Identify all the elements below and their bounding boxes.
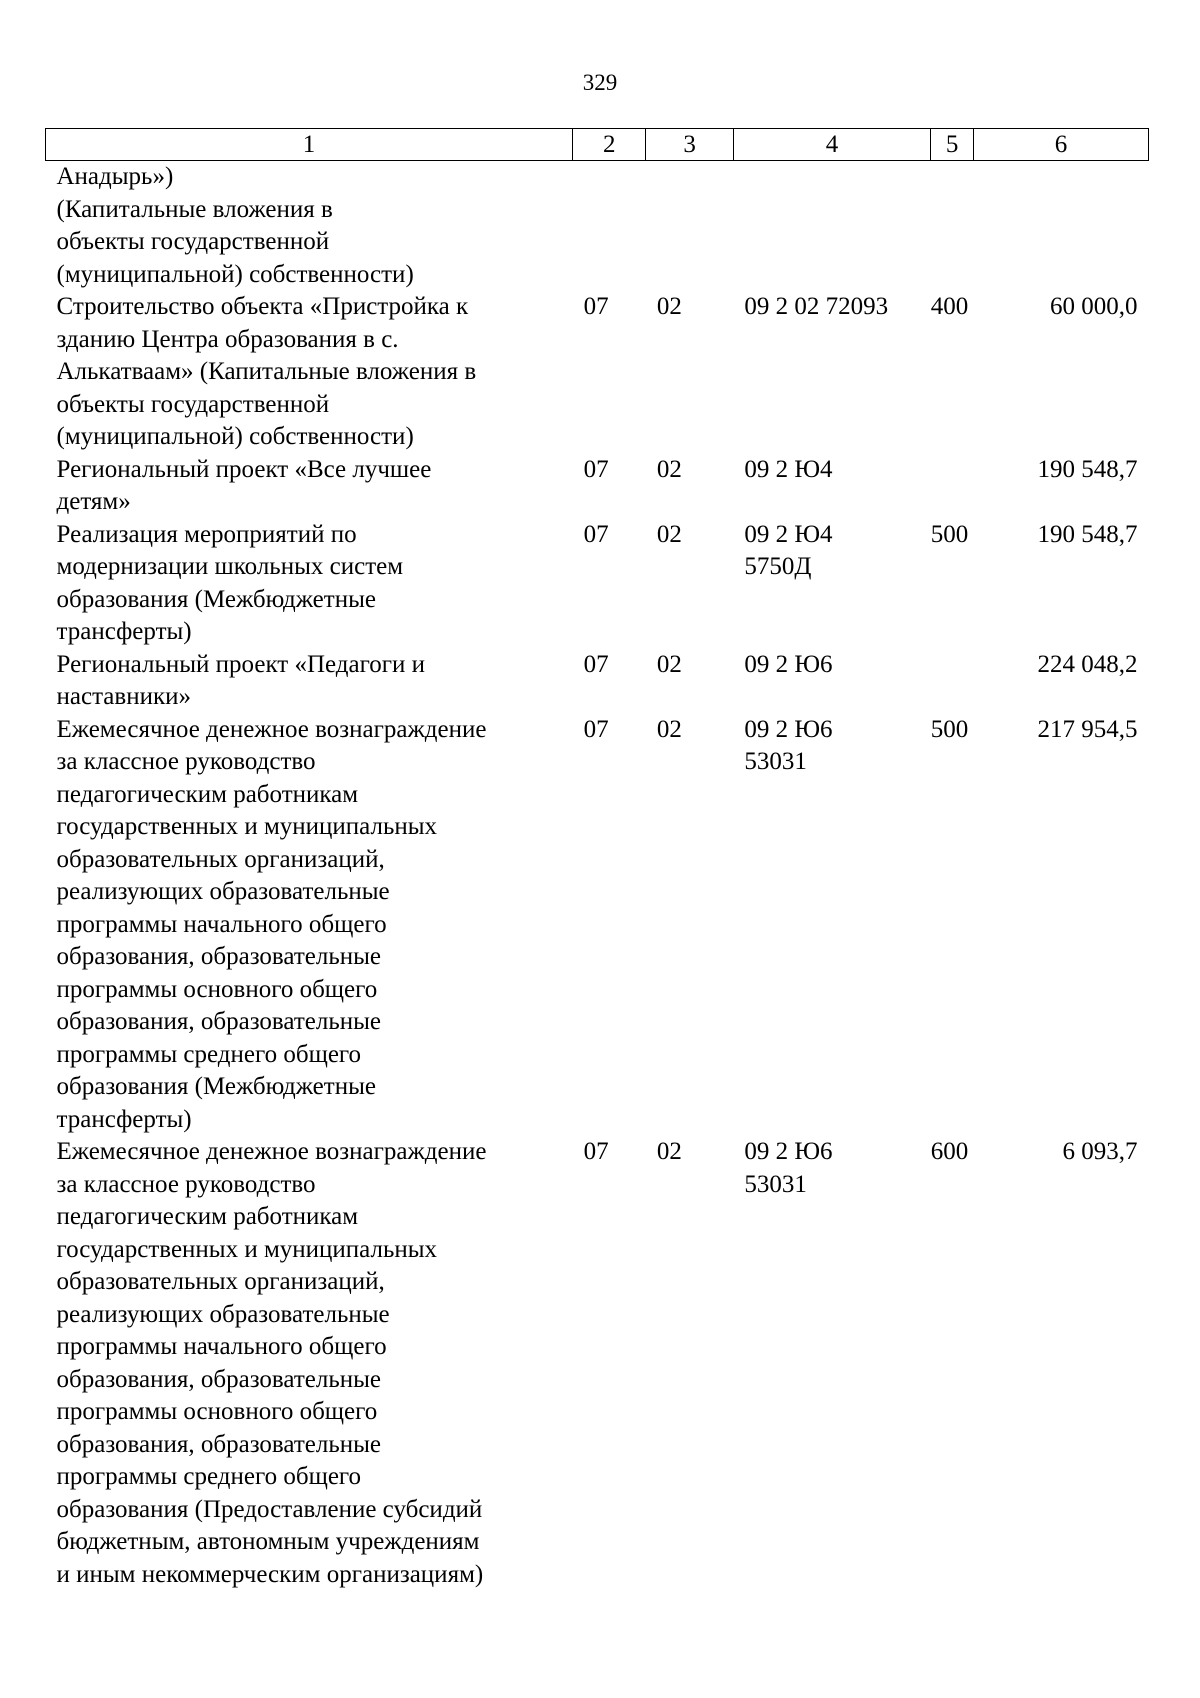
table-header (46, 129, 1149, 161)
row-name-line: (муниципальной) собственности) (56, 260, 414, 288)
row-target-article-line: 09 2 Ю6 (744, 715, 833, 743)
row-section: 07 (583, 293, 609, 320)
row-target-article-line: 09 2 Ю4 (744, 520, 833, 548)
row-target-article-line: 09 2 Ю4 (744, 455, 833, 483)
table-row (46, 649, 1149, 714)
row-name-line: (Капитальные вложения в (56, 195, 333, 223)
row-name-line: образования, образовательные (56, 1430, 382, 1458)
row-name-line: объекты государственной (56, 228, 330, 255)
row-name-line: (муниципальной) собственности) (56, 423, 414, 450)
row-amount: 60 000,0 (1050, 293, 1138, 320)
row-name-line: педагогическим работникам (56, 1203, 359, 1230)
row-subsection (646, 161, 734, 292)
row-name-cell (46, 649, 573, 714)
row-name-line: Ежемесячное денежное вознаграждение (56, 715, 487, 743)
row-name-line: образовательных организаций, (56, 845, 385, 873)
table-row (46, 291, 1149, 454)
row-name-line: образовательных организаций, (56, 1268, 385, 1295)
row-expense-type: 600 (930, 1138, 969, 1165)
row-amount: 217 954,5 (1037, 715, 1138, 743)
row-section: 07 (583, 520, 609, 548)
row-target-article-cell (733, 714, 930, 1137)
row-amount: 224 048,2 (1037, 650, 1138, 678)
row-expense-type: 400 (930, 293, 969, 320)
row-name-line: программы основного общего (56, 1398, 378, 1425)
row-target-article-line: 5750Д (744, 553, 812, 580)
row-name-line: трансферты) (56, 618, 192, 645)
row-target-article-line: 09 2 Ю6 (744, 650, 833, 678)
row-name-line: программы начального общего (56, 1333, 387, 1360)
row-subsection: 02 (656, 1138, 682, 1165)
row-name-line: образования (Межбюджетные (56, 585, 376, 613)
row-name-line: детям» (56, 488, 131, 515)
row-name-line: образования, образовательные (56, 943, 382, 970)
row-name-line: образования (Межбюджетные (56, 1073, 376, 1100)
table-row (46, 161, 1149, 292)
row-name-line: педагогическим работникам (56, 780, 359, 808)
row-name-line: государственных и муниципальных (56, 1235, 438, 1263)
row-name-line: трансферты) (56, 1105, 192, 1133)
row-target-article-cell (733, 649, 930, 714)
row-name-line: программы среднего общего (56, 1463, 362, 1490)
row-target-article-cell (733, 291, 930, 454)
row-name-line: бюджетным, автономным учреждениям (56, 1528, 480, 1555)
header-col-6: 6 (973, 129, 1148, 161)
row-name-line: Реализация мероприятий по (56, 520, 357, 548)
row-name-line: зданию Центра образования в с. (56, 325, 399, 353)
row-name-line: государственных и муниципальных (56, 813, 438, 840)
row-subsection: 02 (656, 455, 682, 483)
header-col-4: 4 (733, 129, 930, 161)
row-section: 07 (583, 650, 609, 678)
row-target-article-cell (733, 454, 930, 519)
row-name-line: Анадырь») (56, 163, 174, 190)
row-name-cell (46, 161, 573, 292)
row-name-line: Региональный проект «Все лучшее (56, 455, 432, 483)
row-subsection: 02 (656, 650, 682, 678)
row-amount (973, 161, 1148, 292)
row-name-line: за классное руководство (56, 748, 316, 775)
row-name-line: Алькатваам» (Капитальные вложения в (56, 358, 477, 385)
row-expense-type: 500 (930, 715, 969, 743)
row-subsection: 02 (656, 715, 682, 743)
table-row (46, 1136, 1149, 1591)
row-name-line: программы основного общего (56, 975, 378, 1003)
header-col-3: 3 (646, 129, 734, 161)
row-name-line: наставники» (56, 683, 191, 710)
row-name-cell (46, 519, 573, 649)
row-expense-type (931, 649, 974, 714)
row-name-line: программы начального общего (56, 910, 387, 938)
row-name-line: за классное руководство (56, 1170, 316, 1198)
table-row (46, 519, 1149, 649)
row-target-article-line: 09 2 Ю6 (744, 1138, 833, 1165)
row-expense-type (931, 161, 974, 292)
row-target-article-cell (733, 519, 930, 649)
row-name-line: образования, образовательные (56, 1365, 382, 1393)
row-name-line: реализующих образовательные (56, 878, 390, 905)
row-name-line: объекты государственной (56, 390, 330, 418)
row-expense-type (931, 454, 974, 519)
header-row (46, 129, 1149, 161)
row-name-line: модернизации школьных систем (56, 553, 404, 580)
row-amount: 190 548,7 (1037, 455, 1138, 483)
row-target-article-cell (733, 1136, 930, 1591)
table-body (46, 161, 1149, 1592)
row-section (573, 161, 646, 292)
row-subsection: 02 (656, 293, 682, 320)
row-name-cell (46, 1136, 573, 1591)
row-section: 07 (583, 715, 609, 743)
row-amount: 6 093,7 (1062, 1138, 1138, 1165)
row-target-article-cell (733, 161, 930, 292)
row-target-article-line: 53031 (744, 1170, 807, 1198)
row-subsection: 02 (656, 520, 682, 548)
table-row (46, 454, 1149, 519)
row-name-line: образования, образовательные (56, 1008, 382, 1035)
page-number: 329 (582, 70, 618, 95)
row-name-line: реализующих образовательные (56, 1300, 390, 1328)
row-name-line: и иным некоммерческим организациям) (56, 1560, 484, 1588)
row-name-cell (46, 714, 573, 1137)
row-amount: 190 548,7 (1037, 520, 1138, 548)
row-name-line: программы среднего общего (56, 1040, 362, 1068)
header-col-2: 2 (573, 129, 646, 161)
row-name-cell (46, 454, 573, 519)
header-col-1: 1 (46, 129, 573, 161)
row-expense-type: 500 (930, 520, 969, 548)
table-row (46, 714, 1149, 1137)
budget-table (45, 128, 1149, 1591)
row-name-line: Ежемесячное денежное вознаграждение (56, 1138, 487, 1165)
header-col-5: 5 (931, 129, 974, 161)
row-name-line: образования (Предоставление субсидий (56, 1495, 483, 1523)
row-target-article-line: 53031 (744, 748, 807, 775)
row-name-line: Строительство объекта «Пристройка к (56, 293, 469, 320)
row-target-article-line: 09 2 02 72093 (744, 293, 889, 320)
row-section: 07 (583, 455, 609, 483)
row-section: 07 (583, 1138, 609, 1165)
row-name-line: Региональный проект «Педагоги и (56, 650, 425, 678)
row-name-cell (46, 291, 573, 454)
